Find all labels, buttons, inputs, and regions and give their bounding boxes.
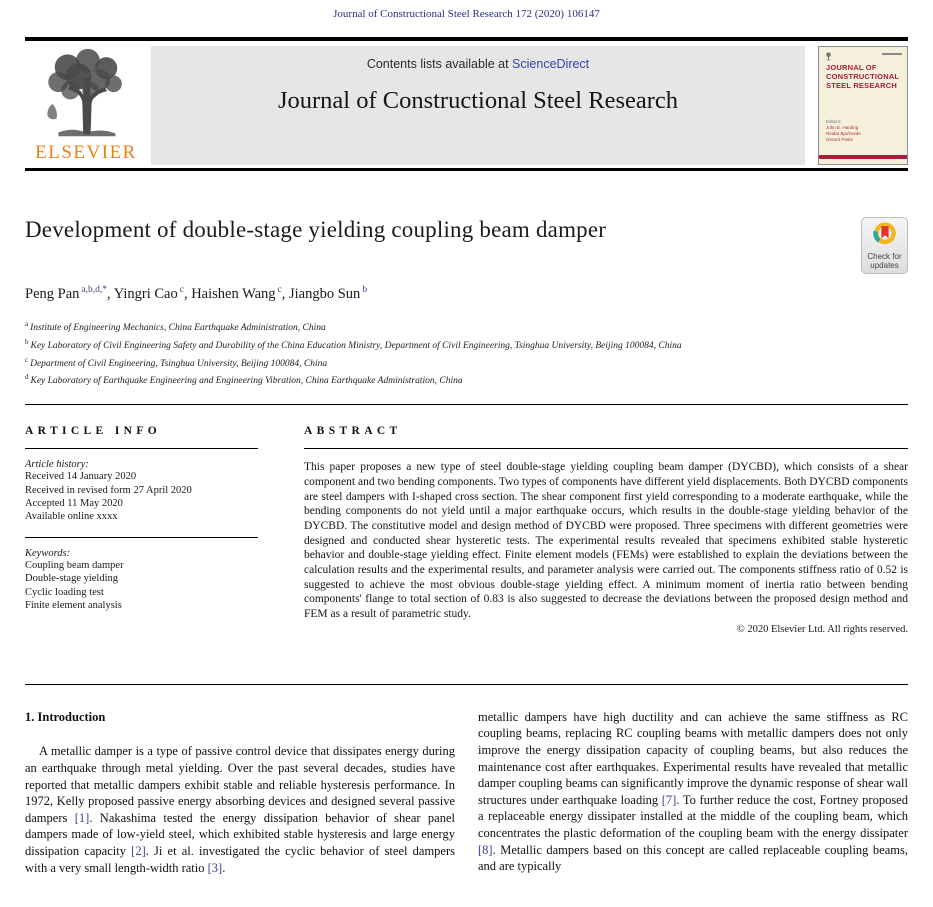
journal-banner: [151, 46, 805, 165]
citation-ref[interactable]: [3]: [207, 860, 223, 875]
journal-banner-title: Journal of Constructional Steel Research: [277, 86, 679, 114]
body-columns: [25, 709, 908, 876]
author-affil-sup: c: [179, 285, 184, 296]
body-right-column: [478, 709, 908, 876]
affiliation: $^d$ Key Laboratory of Earthquake Engineering and Engineering Vibration, China Earthquake Administration, China: [25, 373, 463, 387]
cover-editors: [826, 119, 861, 143]
author: Jiangbo Sun $^b$: [289, 285, 368, 303]
badge-line2: updates: [870, 261, 899, 271]
citation-ref[interactable]: [8]: [478, 842, 493, 857]
cover-title-line: JOURNAL OF: [826, 62, 877, 72]
article-info-heading: ARTICLE INFO: [25, 424, 162, 437]
history-item: Accepted 11 May 2020: [25, 497, 123, 509]
badge-line1: Check for: [867, 252, 902, 261]
affiliation: $^c$ Department of Civil Engineering, Tsinghua University, Beijing 100084, China: [25, 355, 328, 369]
elsevier-tree-icon: [40, 46, 132, 140]
history-item: Received in revised form 27 April 2020: [25, 484, 192, 496]
intro-paragraph-right: metallic dampers have high ductility and can achieve the same stiffness as RC coupling beams, replacing RC coupling beams with metallic dampers does not only improve the energy dissipation capacity of coupling beams, but also reduces the maintenance cost after earthquakes. Experimental results have revealed that metallic damper coupling beams can significantly improve the dynamic response of shear wall structures under earthquake loading [7]. To further reduce the cost, Fortney proposed a replaceable energy dissipater installed at the middle of the coupling beam, which concentrates the plastic deformation of the coupling beam with the energy dissipater [8]. Metallic dampers based on this concept are called replaceable coupling beams, and are typically: [478, 709, 908, 874]
sciencedirect-link[interactable]: ScienceDirect: [512, 56, 590, 71]
author: Peng Pan $^{a,b,d,*}$,: [25, 285, 114, 303]
cover-red-bar: [819, 155, 907, 159]
keywords-divider-rule: [25, 537, 258, 538]
abstract-column: [304, 425, 908, 635]
section-1-heading: 1. Introduction: [25, 709, 106, 724]
keyword: Double-stage yielding: [25, 573, 119, 585]
keywords-label: Keywords:: [25, 548, 71, 560]
check-for-updates-icon: [872, 221, 898, 247]
check-for-updates-label: [864, 252, 905, 270]
masthead: [25, 46, 908, 165]
elsevier-logo: [25, 46, 147, 165]
affiliation: $^a$ Institute of Engineering Mechanics, China Earthquake Administration, China: [25, 320, 326, 334]
masthead-bottom-rule: [25, 168, 908, 172]
cover-mini-tree-icon: [824, 51, 833, 62]
abstract-heading: ABSTRACT: [304, 424, 402, 437]
abstract-bottom-rule: [25, 684, 908, 685]
elsevier-wordmark: ELSEVIER: [35, 141, 137, 163]
history-label: Article history:: [25, 459, 89, 471]
citation-ref[interactable]: [7]: [661, 792, 677, 807]
cover-editor-name: Reidar Bjorhovde: [826, 130, 861, 136]
cover-editor-name: Gerard Parke: [826, 136, 854, 142]
cover-issn-line: [882, 53, 902, 55]
author-affil-sup: c: [277, 285, 282, 296]
affiliation: $^b$ Key Laboratory of Civil Engineering Safety and Durability of the China Education Ministry, Department of Civil Engineering, Tsinghua University, Beijing 100084, China: [25, 337, 682, 352]
author-affil-sup: b: [362, 285, 368, 296]
journal-citation-line: Journal of Constructional Steel Research 172 (2020) 106147: [333, 8, 600, 20]
body-left-column: [25, 709, 455, 876]
keyword: Coupling beam damper: [25, 560, 124, 572]
cover-title-line: STEEL RESEARCH: [826, 81, 898, 91]
cover-editor-name: John E. Harding: [826, 124, 859, 130]
article-info-heading-rule: [25, 448, 258, 449]
article-info-column: [25, 425, 258, 635]
contents-line: [151, 57, 805, 71]
history-item: Available online xxxx: [25, 511, 118, 523]
top-rule: [25, 37, 908, 41]
citation-ref[interactable]: [2]: [131, 844, 146, 859]
intro-paragraph-left: A metallic damper is a type of passive control device that dissipates energy during an earthquake through metal yielding. Over the past several decades, studies have reported that metallic dampers exhibit stable and reliable hysteresis performance. In 1972, Kelly proposed passive energy absorbing devices and designed several passive dampers [1]. Nakashima tested the energy dissipation behavior of shear panel dampers made of low-yield steel, which exhibited stable hysteresis and large energy dissipation capacity [2]. Ji et al. investigated the cyclic behavior of steel dampers with a very small length-width ratio [3].: [25, 744, 455, 875]
info-top-rule: [25, 404, 908, 405]
abstract-heading-rule: [304, 448, 908, 449]
author: Yingri Cao $^c$,: [113, 285, 192, 303]
keyword: Cyclic loading test: [25, 586, 104, 598]
abstract-text: This paper proposes a new type of steel double-stage yielding coupling beam damper (DYCBD), which consists of a shear component and two bending components. Two types of components have different yield displacements. Both DYCBD components are steel dampers with I-shaped cross section. The shear component first yield corresponding to a moderate earthquake, while the bending components do not yield until a major earthquake occurs, which results in the double-stage yielding behavior of the DYCBD. The constitutive model and design method of DYCBD were proposed. Three specimens with different geometries were designed and conducted shear hysteretic tests. The experimental results revealed that specimens exhibited stable hysteretic behavior and double-stage yielding effect. Finite element models (FEMs) were established to explain the deviations between the calculation results and the experimental results, and parameter analysis were carried out. The components stiffness ratio of 0.52 is suggested to achieve the most obvious double-stage yielding effect. A minimum moment of inertia ratio between bending components' flange to total section of 0.83 is also suggested to decrease the deviations between the proposed design method and FEM as a result of parametric study.: [304, 461, 908, 621]
author: Haishen Wang $^c$,: [191, 285, 290, 303]
author-line: [25, 285, 908, 303]
contents-prefix: Contents lists available at: [366, 56, 513, 71]
paper-title: Development of double-stage yielding coupling beam damper: [25, 217, 607, 242]
keyword: Finite element analysis: [25, 600, 122, 612]
citation-ref[interactable]: [1]: [74, 810, 90, 825]
author-affil-sup: a,b,d,*: [81, 285, 107, 296]
cover-title-line: CONSTRUCTIONAL: [826, 71, 900, 81]
cover-editors-label: Editors:: [826, 118, 842, 124]
cover-journal-title: [826, 63, 901, 91]
check-for-updates-badge[interactable]: [861, 217, 908, 274]
affiliations: [25, 318, 908, 389]
title-row: [25, 217, 908, 274]
copyright-line: © 2020 Elsevier Ltd. All rights reserved.: [736, 623, 908, 635]
history-item: Received 14 January 2020: [25, 471, 137, 483]
journal-cover-thumbnail: [818, 46, 908, 165]
info-abstract-section: [25, 425, 908, 635]
